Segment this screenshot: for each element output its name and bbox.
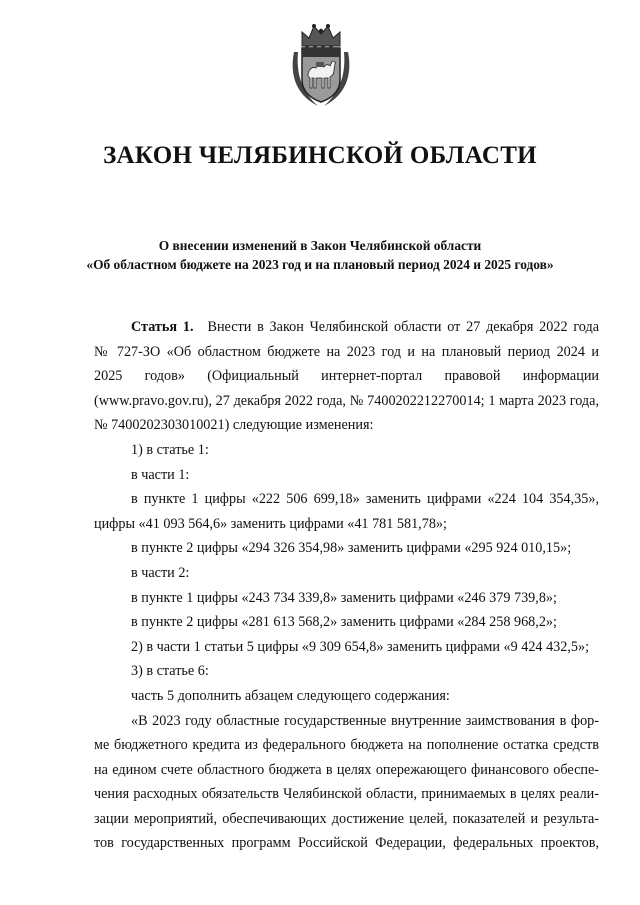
amendment-line: ме бюджетного кредита из федерального бюджета на пополнение остатка средств bbox=[94, 737, 599, 754]
amendment-line: 3) в статье 6: bbox=[131, 663, 209, 680]
article-first-line bbox=[94, 315, 599, 340]
article-intro-line: № 7400202303010021) следующие изменения: bbox=[94, 417, 374, 434]
article-intro-line: (www.pravo.gov.ru), 27 декабря 2022 года, № 7400202212270014; 1 марта 2023 года, bbox=[94, 392, 599, 409]
amendment-line: в части 2: bbox=[131, 564, 190, 581]
amendment-line: 2) в части 1 статьи 5 цифры «9 309 654,8» заменить цифрами «9 424 432,5»; bbox=[131, 638, 590, 655]
chelyabinsk-coat-of-arms-camel-icon bbox=[288, 22, 354, 108]
amendment-line: в пункте 1 цифры «222 506 699,18» заменить цифрами «224 104 354,35», bbox=[131, 491, 599, 508]
amendment-line: 1) в статье 1: bbox=[131, 441, 209, 458]
article-label: Статья 1. bbox=[131, 319, 194, 335]
subtitle-line: «Об областном бюджете на 2023 год и на плановый период 2024 и 2025 годов» bbox=[86, 257, 554, 272]
article-intro-line: 2025 годов» (Официальный интернет-портал правовой информации bbox=[94, 368, 599, 385]
article-intro: Внести в Закон Челябинской области от 27 декабря 2022 года bbox=[207, 319, 599, 335]
subtitle-line: О внесении изменений в Закон Челябинской области bbox=[158, 238, 482, 253]
law-subtitle bbox=[0, 236, 640, 274]
amendment-line: зации мероприятий, обеспечивающих достижение целей, показателей и результа- bbox=[94, 810, 599, 827]
amendment-line: в пункте 1 цифры «243 734 339,8» заменить цифрами «246 379 739,8»; bbox=[131, 589, 557, 606]
amendment-line: часть 5 дополнить абзацем следующего содержания: bbox=[131, 687, 450, 704]
law-title: ЗАКОН ЧЕЛЯБИНСКОЙ ОБЛАСТИ bbox=[103, 142, 537, 169]
article-body bbox=[94, 315, 599, 856]
amendment-line: в пункте 2 цифры «294 326 354,98» заменить цифрами «295 924 010,15»; bbox=[131, 540, 572, 557]
amendment-line: тов государственных программ Российской Федерации, федеральных проектов, bbox=[94, 835, 599, 852]
article-intro-line: № 727-ЗО «Об областном бюджете на 2023 год и на плановый период 2024 и bbox=[94, 343, 599, 360]
amendment-line: цифры «41 093 564,6» заменить цифрами «41 781 581,78»; bbox=[94, 515, 447, 532]
amendment-line: «В 2023 году областные государственные внутренние заимствования в фор- bbox=[131, 712, 599, 729]
amendment-line: чения расходных обязательств Челябинской области, принимаемых в целях реали- bbox=[94, 786, 599, 803]
amendment-line: в пункте 2 цифры «281 613 568,2» заменить цифрами «284 258 968,2»; bbox=[131, 614, 557, 631]
amendment-line: на едином счете областного бюджета в целях опережающего финансового обеспе- bbox=[94, 761, 599, 778]
amendment-line: в части 1: bbox=[131, 466, 190, 483]
